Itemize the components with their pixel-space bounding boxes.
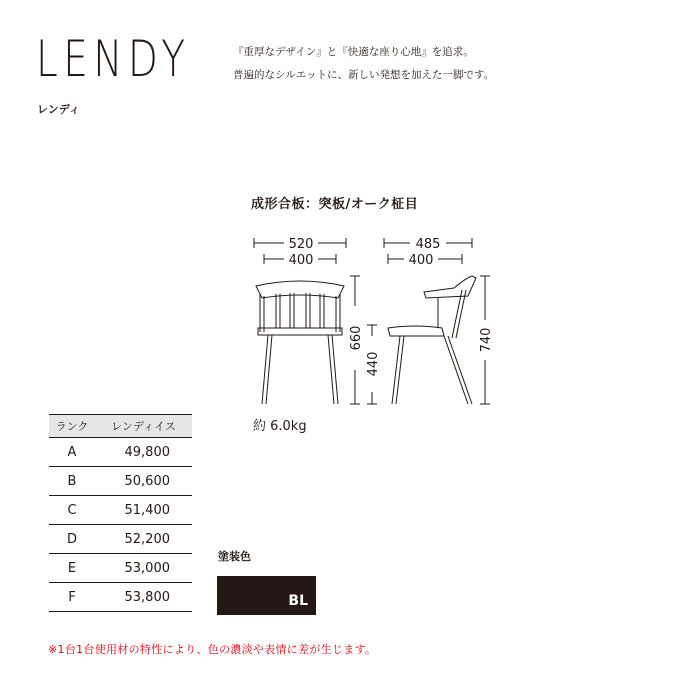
price-cell: 51,400 <box>95 496 192 525</box>
dim-seat-height: 440 <box>366 351 381 377</box>
product-kana: レンディ <box>37 103 80 116</box>
rank-cell: D <box>49 525 95 554</box>
dim-front-inner: 400 <box>288 253 314 268</box>
rank-cell: C <box>49 496 95 525</box>
table-row <box>49 554 192 583</box>
finish-label: 塗装色 <box>218 550 251 563</box>
price-cell: 49,800 <box>95 438 192 467</box>
material-spec: 成形合板：突板/オーク柾目 <box>251 197 419 212</box>
table-row <box>49 525 192 554</box>
table-row <box>49 467 192 496</box>
disclaimer-note: ※1台1台使用材の特性により、色の濃淡や表情に差が生じます。 <box>48 643 377 656</box>
table-row <box>49 583 192 612</box>
price-table <box>49 414 192 612</box>
chair-side-view <box>388 276 476 404</box>
rank-cell: F <box>49 583 95 612</box>
col-rank: ランク <box>49 415 95 438</box>
color-code: BL <box>288 593 308 609</box>
col-price: レンディイス <box>95 415 192 438</box>
tagline-line-1: 『重厚なデザイン』と『快適な座り心地』を追求。 <box>233 46 474 58</box>
dim-front-outer: 520 <box>288 237 314 252</box>
price-cell: 53,000 <box>95 554 192 583</box>
chair-dimension-drawing <box>240 228 510 413</box>
rank-cell: B <box>49 467 95 496</box>
price-cell: 52,200 <box>95 525 192 554</box>
dim-total-height: 740 <box>479 327 494 353</box>
weight-spec: 約 6.0kg <box>253 419 307 434</box>
tagline-line-2: 普遍的なシルエットに、新しい発想を加えた一脚です。 <box>233 69 495 81</box>
rank-cell: A <box>49 438 95 467</box>
table-header-row <box>49 415 192 438</box>
chair-front-view <box>256 281 344 404</box>
color-swatch-bl <box>217 576 316 615</box>
price-cell: 50,600 <box>95 467 192 496</box>
dim-arm-height: 660 <box>349 325 364 351</box>
dim-side-inner: 400 <box>408 253 434 268</box>
product-name: LENDY <box>36 30 191 88</box>
table-row <box>49 438 192 467</box>
table-row <box>49 496 192 525</box>
price-cell: 53,800 <box>95 583 192 612</box>
dim-side-outer: 485 <box>415 237 441 252</box>
rank-cell: E <box>49 554 95 583</box>
